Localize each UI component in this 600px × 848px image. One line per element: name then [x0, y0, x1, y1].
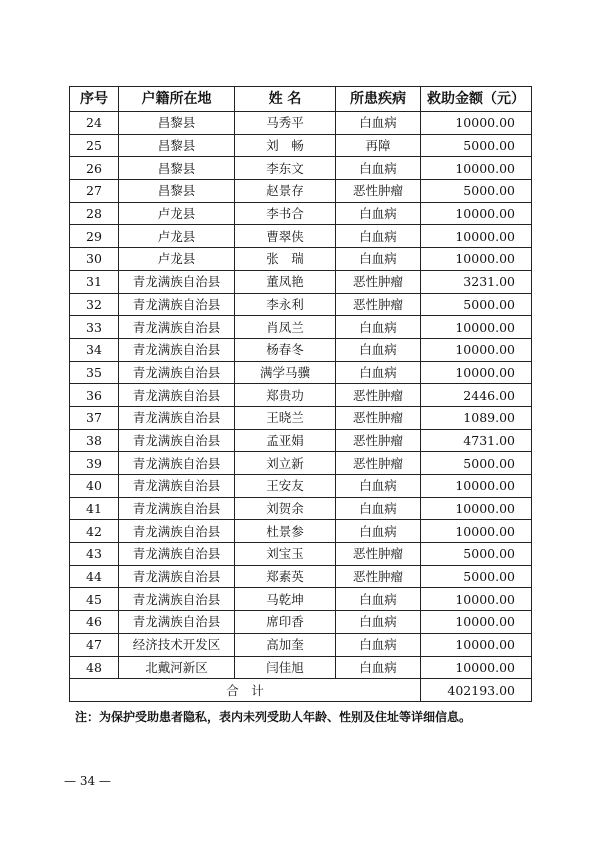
cell-disease: 恶性肿瘤 [336, 543, 421, 566]
cell-amount: 10000.00 [421, 633, 532, 656]
cell-name: 赵景存 [235, 180, 336, 203]
cell-disease: 恶性肿瘤 [336, 270, 421, 293]
cell-disease: 白血病 [336, 248, 421, 271]
cell-index: 28 [70, 202, 119, 225]
cell-residence: 昌黎县 [119, 180, 235, 203]
table-row [70, 475, 532, 498]
table-row [70, 520, 532, 543]
privacy-note: 注：为保护受助患者隐私，表内未列受助人年龄、性别及住址等详细信息。 [75, 710, 472, 724]
cell-residence: 青龙满族自治县 [119, 452, 235, 475]
cell-residence: 青龙满族自治县 [119, 611, 235, 634]
table-row [70, 270, 532, 293]
cell-index: 46 [70, 611, 119, 634]
cell-residence: 青龙满族自治县 [119, 475, 235, 498]
cell-amount: 5000.00 [421, 565, 532, 588]
cell-amount: 4731.00 [421, 429, 532, 452]
table-row [70, 225, 532, 248]
cell-name: 郑素英 [235, 565, 336, 588]
header-index: 序号 [70, 87, 119, 112]
cell-amount: 1089.00 [421, 406, 532, 429]
cell-amount: 10000.00 [421, 112, 532, 135]
cell-name: 刘 畅 [235, 134, 336, 157]
table-row [70, 429, 532, 452]
cell-residence: 青龙满族自治县 [119, 520, 235, 543]
cell-amount: 10000.00 [421, 225, 532, 248]
table-row [70, 134, 532, 157]
cell-residence: 青龙满族自治县 [119, 270, 235, 293]
cell-name: 高加奎 [235, 633, 336, 656]
cell-disease: 白血病 [336, 338, 421, 361]
cell-amount: 10000.00 [421, 157, 532, 180]
cell-residence: 青龙满族自治县 [119, 429, 235, 452]
table-row [70, 406, 532, 429]
cell-index: 48 [70, 656, 119, 679]
header-disease: 所患疾病 [336, 87, 421, 112]
cell-residence: 昌黎县 [119, 112, 235, 135]
cell-amount: 10000.00 [421, 202, 532, 225]
total-row [70, 679, 532, 702]
cell-residence: 青龙满族自治县 [119, 316, 235, 339]
cell-amount: 10000.00 [421, 656, 532, 679]
cell-name: 张 瑞 [235, 248, 336, 271]
cell-disease: 恶性肿瘤 [336, 452, 421, 475]
cell-amount: 2446.00 [421, 384, 532, 407]
cell-residence: 卢龙县 [119, 248, 235, 271]
table-row [70, 565, 532, 588]
cell-residence: 经济技术开发区 [119, 633, 235, 656]
cell-residence: 卢龙县 [119, 202, 235, 225]
cell-index: 47 [70, 633, 119, 656]
cell-disease: 白血病 [336, 112, 421, 135]
cell-name: 曹翠侠 [235, 225, 336, 248]
cell-index: 38 [70, 429, 119, 452]
cell-disease: 白血病 [336, 202, 421, 225]
cell-index: 36 [70, 384, 119, 407]
cell-name: 马秀平 [235, 112, 336, 135]
cell-index: 26 [70, 157, 119, 180]
cell-disease: 恶性肿瘤 [336, 406, 421, 429]
page-number: — 34 — [64, 774, 111, 788]
table-row [70, 452, 532, 475]
cell-index: 30 [70, 248, 119, 271]
cell-disease: 恶性肿瘤 [336, 384, 421, 407]
cell-disease: 白血病 [336, 316, 421, 339]
cell-amount: 10000.00 [421, 475, 532, 498]
cell-amount: 5000.00 [421, 134, 532, 157]
cell-name: 刘立新 [235, 452, 336, 475]
cell-disease: 白血病 [336, 611, 421, 634]
table-row [70, 202, 532, 225]
cell-name: 李书合 [235, 202, 336, 225]
table-header-row [70, 87, 532, 112]
cell-disease: 白血病 [336, 225, 421, 248]
cell-index: 45 [70, 588, 119, 611]
cell-residence: 昌黎县 [119, 134, 235, 157]
cell-name: 刘宝玉 [235, 543, 336, 566]
cell-amount: 3231.00 [421, 270, 532, 293]
cell-residence: 青龙满族自治县 [119, 497, 235, 520]
cell-disease: 白血病 [336, 656, 421, 679]
cell-disease: 白血病 [336, 520, 421, 543]
cell-amount: 5000.00 [421, 543, 532, 566]
cell-disease: 白血病 [336, 497, 421, 520]
cell-disease: 恶性肿瘤 [336, 180, 421, 203]
cell-name: 董凤艳 [235, 270, 336, 293]
cell-name: 李永利 [235, 293, 336, 316]
cell-residence: 青龙满族自治县 [119, 543, 235, 566]
cell-index: 37 [70, 406, 119, 429]
cell-amount: 10000.00 [421, 361, 532, 384]
table-row [70, 180, 532, 203]
cell-amount: 5000.00 [421, 452, 532, 475]
table-row [70, 611, 532, 634]
cell-name: 马乾坤 [235, 588, 336, 611]
table-row [70, 157, 532, 180]
cell-index: 34 [70, 338, 119, 361]
cell-name: 孟亚娟 [235, 429, 336, 452]
cell-index: 27 [70, 180, 119, 203]
table-row [70, 112, 532, 135]
table-row [70, 633, 532, 656]
aid-recipients-table [69, 86, 532, 702]
cell-disease: 白血病 [336, 475, 421, 498]
cell-index: 40 [70, 475, 119, 498]
cell-name: 王晓兰 [235, 406, 336, 429]
cell-name: 杨春冬 [235, 338, 336, 361]
cell-index: 33 [70, 316, 119, 339]
table-row [70, 497, 532, 520]
total-amount: 402193.00 [421, 679, 532, 702]
table-row [70, 384, 532, 407]
cell-index: 43 [70, 543, 119, 566]
cell-disease: 恶性肿瘤 [336, 565, 421, 588]
cell-amount: 10000.00 [421, 497, 532, 520]
cell-index: 42 [70, 520, 119, 543]
cell-residence: 青龙满族自治县 [119, 588, 235, 611]
cell-amount: 10000.00 [421, 248, 532, 271]
cell-residence: 北戴河新区 [119, 656, 235, 679]
cell-index: 39 [70, 452, 119, 475]
cell-disease: 恶性肿瘤 [336, 293, 421, 316]
table-row [70, 656, 532, 679]
cell-name: 杜景参 [235, 520, 336, 543]
cell-index: 35 [70, 361, 119, 384]
cell-index: 24 [70, 112, 119, 135]
cell-residence: 卢龙县 [119, 225, 235, 248]
cell-name: 王安友 [235, 475, 336, 498]
cell-name: 满学马骥 [235, 361, 336, 384]
cell-index: 25 [70, 134, 119, 157]
table-row [70, 588, 532, 611]
cell-residence: 青龙满族自治县 [119, 384, 235, 407]
cell-disease: 再障 [336, 134, 421, 157]
header-name: 姓 名 [235, 87, 336, 112]
cell-name: 闫佳旭 [235, 656, 336, 679]
cell-amount: 5000.00 [421, 180, 532, 203]
header-residence: 户籍所在地 [119, 87, 235, 112]
cell-disease: 白血病 [336, 588, 421, 611]
cell-residence: 昌黎县 [119, 157, 235, 180]
cell-residence: 青龙满族自治县 [119, 361, 235, 384]
cell-index: 41 [70, 497, 119, 520]
cell-name: 肖凤兰 [235, 316, 336, 339]
table-row [70, 293, 532, 316]
table-body [70, 112, 532, 679]
cell-amount: 10000.00 [421, 338, 532, 361]
cell-residence: 青龙满族自治县 [119, 406, 235, 429]
total-label: 合 计 [70, 679, 421, 702]
cell-index: 32 [70, 293, 119, 316]
header-amount: 救助金额（元） [421, 87, 532, 112]
cell-index: 44 [70, 565, 119, 588]
cell-index: 29 [70, 225, 119, 248]
cell-disease: 白血病 [336, 361, 421, 384]
cell-amount: 5000.00 [421, 293, 532, 316]
cell-index: 31 [70, 270, 119, 293]
cell-amount: 10000.00 [421, 316, 532, 339]
table-row [70, 361, 532, 384]
cell-amount: 10000.00 [421, 588, 532, 611]
table-row [70, 316, 532, 339]
cell-residence: 青龙满族自治县 [119, 565, 235, 588]
cell-residence: 青龙满族自治县 [119, 293, 235, 316]
cell-name: 李东文 [235, 157, 336, 180]
cell-disease: 白血病 [336, 157, 421, 180]
cell-disease: 恶性肿瘤 [336, 429, 421, 452]
cell-disease: 白血病 [336, 633, 421, 656]
table-row [70, 248, 532, 271]
cell-name: 席印香 [235, 611, 336, 634]
table-row [70, 338, 532, 361]
cell-amount: 10000.00 [421, 611, 532, 634]
cell-name: 郑贵功 [235, 384, 336, 407]
cell-amount: 10000.00 [421, 520, 532, 543]
cell-residence: 青龙满族自治县 [119, 338, 235, 361]
cell-name: 刘贺余 [235, 497, 336, 520]
table-row [70, 543, 532, 566]
